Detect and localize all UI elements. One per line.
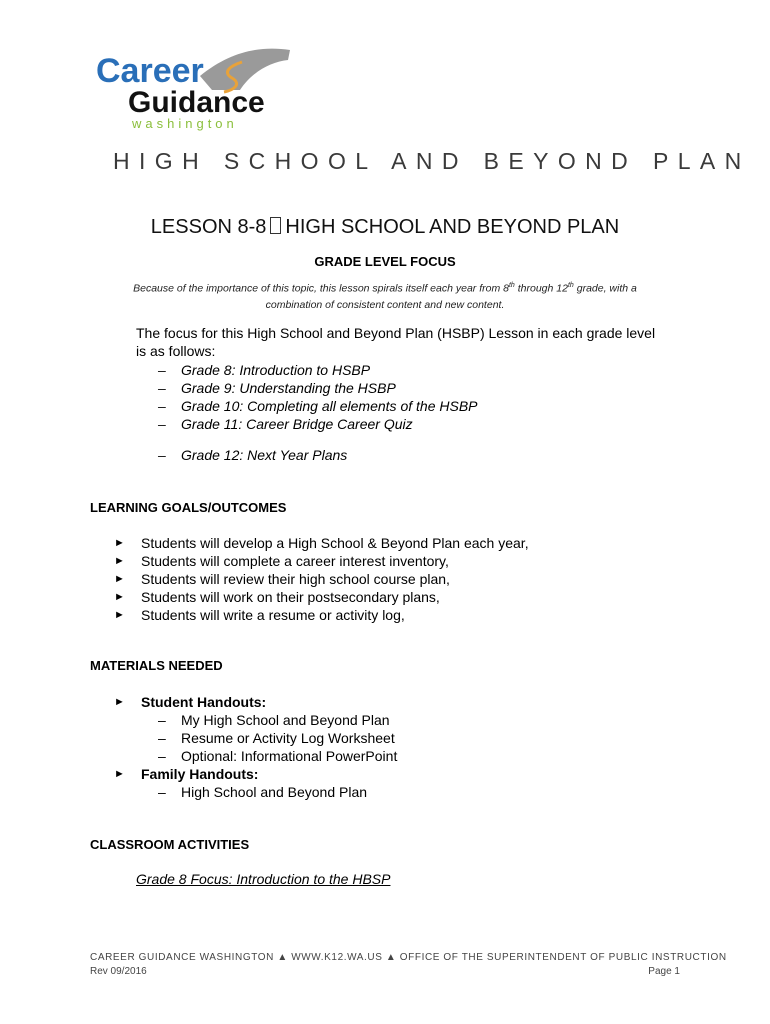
- list-item: [114, 552, 529, 570]
- list-item-text: Students will work on their postsecondary plans,: [141, 589, 440, 605]
- list-item: – Grade 12: Next Year Plans: [136, 446, 347, 464]
- classroom-activities-heading: CLASSROOM ACTIVITIES: [90, 837, 250, 852]
- list-item: [114, 588, 529, 606]
- arrow-bullet-icon: ►: [114, 768, 125, 780]
- materials-list: [114, 693, 266, 711]
- grade-level-focus-intro: The focus for this High School and Beyond Plan (HSBP) Lesson in each grade level is as follows:: [136, 325, 656, 359]
- grade-focus-list: [136, 361, 478, 433]
- logo-line2: Guidance: [128, 86, 265, 119]
- note-part2: through 12: [514, 282, 568, 295]
- note-part1: Because of the importance of this topic, this lesson spirals itself each year from 8: [133, 282, 509, 295]
- career-guidance-washington-logo: [92, 46, 292, 132]
- list-item-text: Students will complete a career interest inventory,: [141, 553, 449, 569]
- list-item: – My High School and Beyond Plan: [136, 711, 397, 729]
- grade-level-focus-note: [120, 278, 650, 313]
- lesson-title-suffix: HIGH SCHOOL AND BEYOND PLAN: [285, 216, 620, 238]
- list-item-text: Students will develop a High School & Beyond Plan each year,: [141, 535, 529, 551]
- arrow-bullet-icon: ►: [114, 555, 125, 567]
- list-item-text: Students will review their high school course plan,: [141, 571, 450, 587]
- materials-heading: MATERIALS NEEDED: [90, 658, 223, 673]
- grade-focus-list-last: [136, 446, 347, 464]
- family-handouts-list: [136, 783, 367, 801]
- lesson-title-prefix: LESSON 8-8: [150, 216, 267, 238]
- footer-line: CAREER GUIDANCE WASHINGTON ▲ WWW.K12.WA.US ▲ OFFICE OF THE SUPERINTENDENT OF PUBLIC INSTRUCTION: [90, 952, 727, 963]
- list-item: – High School and Beyond Plan: [136, 783, 367, 801]
- list-item: [114, 765, 258, 783]
- arrow-bullet-icon: ►: [114, 573, 125, 585]
- logo-line1: Career: [96, 52, 204, 90]
- arrow-bullet-icon: ►: [114, 696, 125, 708]
- logo-line3: washington: [132, 116, 238, 131]
- list-item: [114, 534, 529, 552]
- missing-glyph-box: [270, 217, 281, 234]
- footer-page-number: Page 1: [648, 966, 680, 977]
- family-handouts-label: Family Handouts:: [141, 766, 259, 782]
- list-item: – Grade 11: Career Bridge Career Quiz: [136, 415, 478, 433]
- list-item: – Resume or Activity Log Worksheet: [136, 729, 397, 747]
- list-item: – Grade 9: Understanding the HSBP: [136, 379, 478, 397]
- family-materials-list: [114, 765, 258, 783]
- lesson-title: [0, 216, 770, 239]
- road-graphic: [200, 49, 290, 90]
- student-handouts-list: [136, 711, 397, 765]
- list-item: [114, 606, 529, 624]
- note-part3: grade, with a combination of consistent content and new content.: [265, 282, 637, 311]
- list-item-text: Students will write a resume or activity log,: [141, 607, 405, 623]
- note-sup1: th: [508, 282, 515, 289]
- list-item: – Grade 8: Introduction to HSBP: [136, 361, 478, 379]
- list-item: [114, 693, 266, 711]
- learning-goals-heading: LEARNING GOALS/OUTCOMES: [90, 500, 287, 515]
- list-item: – Optional: Informational PowerPoint: [136, 747, 397, 765]
- arrow-bullet-icon: ►: [114, 537, 125, 549]
- list-item: [114, 570, 529, 588]
- header-title: HIGH SCHOOL AND BEYOND PLAN: [113, 148, 751, 174]
- learning-goals-list: [114, 534, 529, 624]
- footer-revision: Rev 09/2016: [90, 966, 147, 977]
- list-item: – Grade 10: Completing all elements of the HSBP: [136, 397, 478, 415]
- note-sup2: th: [567, 282, 574, 289]
- arrow-bullet-icon: ►: [114, 591, 125, 603]
- arrow-bullet-icon: ►: [114, 609, 125, 621]
- student-handouts-label: Student Handouts:: [141, 694, 267, 710]
- grade8-focus-subheading: Grade 8 Focus: Introduction to the HBSP: [136, 871, 391, 887]
- grade-level-focus-heading: GRADE LEVEL FOCUS: [314, 254, 456, 269]
